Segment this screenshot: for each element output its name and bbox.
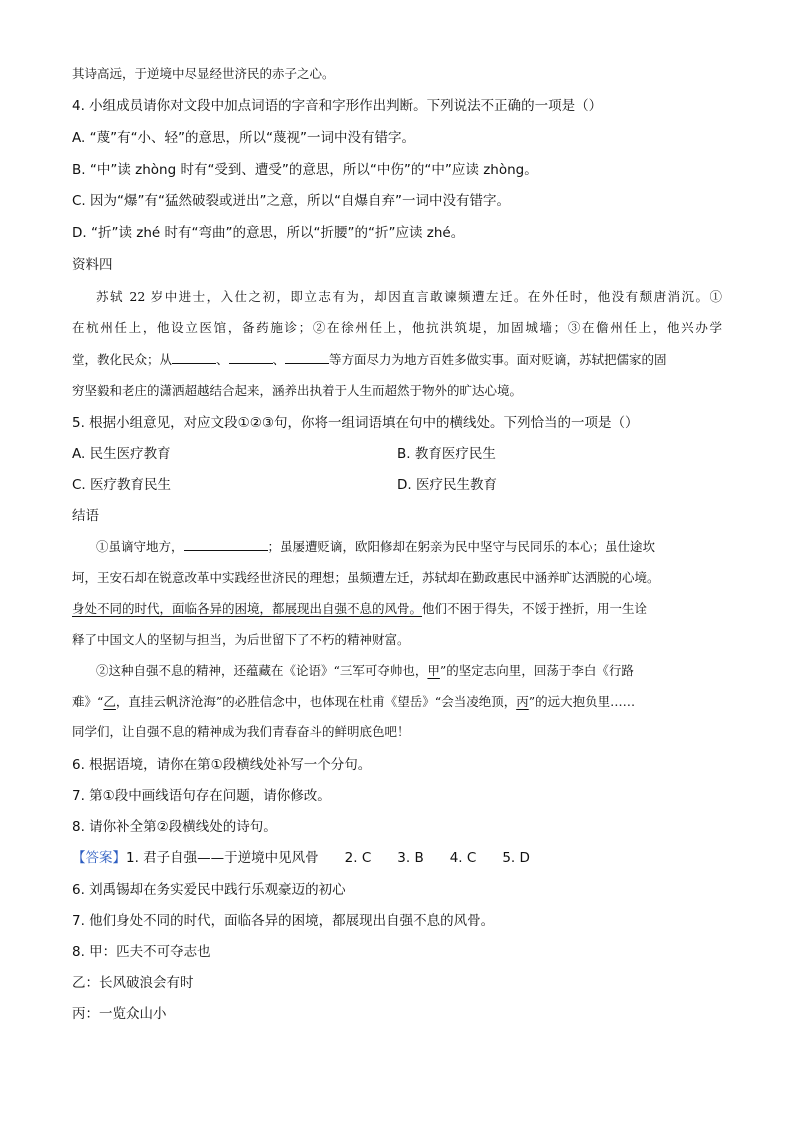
conclusion-line-1-end: ；虽屡遭贬谪，欧阳修却在躬亲为民中坚守与民同乐的本心；虽仕途坎 — [267, 539, 656, 554]
material-4-line-1: 苏轼 22 岁中进士，入仕之初，即立志有为，却因直言敢谏频遭左迁。在外任时，他没有颓唐消沉。① — [96, 289, 722, 304]
fill-blank-3 — [285, 350, 329, 364]
conclusion-line-3-end: 他们不困于得失，不馁于挫折，用一生诠 — [422, 601, 648, 616]
material-4-line-4: 穷坚毅和老庄的潇洒超越结合起来，涵养出执着于人生而超然于物外的旷达心境。 — [72, 383, 523, 398]
answer-2: 2. C — [344, 850, 372, 866]
answer-6: 6. 刘禹锡却在务实爱民中践行乐观豪迈的初心 — [72, 882, 346, 898]
blank-yi: 乙 — [103, 694, 116, 709]
answer-1: 1. 君子自强——于逆境中见风骨 — [126, 850, 319, 866]
question-4: 4. 小组成员请你对文段中加点词语的字音和字形作出判断。下列说法不正确的一项是（） — [72, 98, 603, 114]
answer-tag: 【答案】 — [72, 850, 126, 866]
separator: 、 — [216, 352, 229, 367]
answer-8-yi: 乙：长风破浪会有时 — [72, 975, 194, 991]
question-5: 5. 根据小组意见，对应文段①②③句，你将一组词语填在句中的横线处。下列恰当的一项是（） — [72, 415, 639, 431]
conclusion-line-5 — [96, 661, 634, 681]
underlined-sentence: 身处不同的时代，面临各异的困境，都展现出自强不息的风骨。 — [72, 601, 423, 616]
q5-option-d: D. 医疗民生教育 — [397, 477, 497, 493]
conclusion-line-5-start: ②这种自强不息的精神，还蕴藏在《论语》“三军可夺帅也， — [96, 663, 428, 678]
fill-blank-1 — [172, 350, 216, 364]
conclusion-line-3 — [72, 599, 647, 619]
conclusion-title: 结语 — [72, 508, 99, 524]
fill-blank-2 — [229, 350, 273, 364]
answer-8-bing: 丙：一览众山小 — [72, 1006, 167, 1022]
answer-3: 3. B — [397, 850, 424, 866]
conclusion-line-6-end: ”的远大抱负里…… — [528, 694, 636, 709]
separator: 、 — [272, 352, 286, 367]
conclusion-line-6-mid: ，直挂云帆济沧海”的必胜信念中，也体现在杜甫《望岳》“会当凌绝顶， — [115, 694, 517, 709]
blank-bing: 丙 — [516, 694, 529, 709]
answer-4: 4. C — [449, 850, 477, 866]
question-6: 6. 根据语境，请你在第①段横线处补写一个分句。 — [72, 757, 372, 773]
answer-8-jia: 8. 甲：匹夫不可夺志也 — [72, 944, 211, 960]
intro-line: 其诗高远，于逆境中尽显经世济民的赤子之心。 — [72, 66, 335, 81]
q4-option-c: C. 因为“爆”有“猛然破裂或迸出”之意，所以“自爆自弃”一词中没有错字。 — [72, 193, 510, 209]
conclusion-line-4: 释了中国文人的坚韧与担当，为后世留下了不朽的精神财富。 — [72, 632, 410, 647]
conclusion-line-1 — [96, 537, 655, 557]
conclusion-line-1-start: ①虽谪守地方， — [96, 539, 184, 554]
q5-option-c: C. 医疗教育民生 — [72, 477, 172, 493]
conclusion-line-5-end: ”的坚定志向里，回荡于李白《行路 — [439, 663, 634, 678]
material-4-line-2: 在杭州任上，他设立医馆，备药施诊；②在徐州任上，他抗洪筑堤，加固城墙；③在儋州任上，他兴办学 — [72, 320, 722, 335]
q4-option-b: B. “中”读 zhòng 时有“受到、遭受”的意思，所以“中伤”的“中”应读 zhòng。 — [72, 162, 538, 178]
question-7: 7. 第①段中画线语句存在问题，请你修改。 — [72, 788, 331, 804]
material-4-title: 资料四 — [72, 257, 113, 273]
conclusion-line-6-start: 难》“ — [72, 694, 104, 709]
conclusion-line-6 — [72, 692, 635, 712]
q4-option-a: A. “蔑”有“小、轻”的意思，所以“蔑视”一词中没有错字。 — [72, 130, 416, 146]
conclusion-line-2: 坷，王安石却在锐意改革中实践经世济民的理想；虽频遭左迁，苏轼却在勤政惠民中涵养旷达洒脱的心境。 — [72, 570, 660, 585]
q4-option-d: D. “折”读 zhé 时有“弯曲”的意思，所以“折腰”的“折”应读 zhé。 — [72, 225, 465, 241]
m4-line-3-start: 堂，教化民众；从 — [72, 352, 173, 367]
answer-line — [72, 848, 530, 868]
m4-line-3-end: 等方面尽力为地方百姓多做实事。面对贬谪，苏轼把儒家的固 — [329, 352, 667, 367]
blank-jia: 甲 — [427, 663, 440, 678]
conclusion-line-7: 同学们，让自强不息的精神成为我们青春奋斗的鲜明底色吧！ — [72, 724, 410, 739]
answer-5: 5. D — [502, 850, 530, 866]
q5-option-a: A. 民生医疗教育 — [72, 446, 171, 462]
q5-option-b: B. 教育医疗民生 — [397, 446, 496, 462]
answer-7: 7. 他们身处不同的时代，面临各异的困境，都展现出自强不息的风骨。 — [72, 913, 495, 929]
question-8: 8. 请你补全第②段横线处的诗句。 — [72, 819, 277, 835]
fill-blank-conclusion — [184, 537, 268, 551]
material-4-line-3 — [72, 350, 667, 370]
